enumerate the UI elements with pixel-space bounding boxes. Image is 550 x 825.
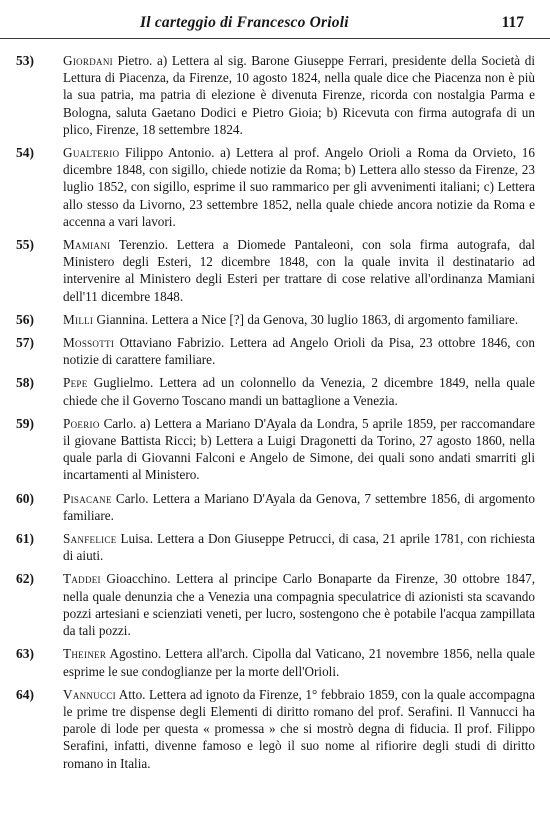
entry-text — [63, 311, 535, 328]
list-item — [0, 645, 550, 679]
list-item — [0, 311, 550, 328]
entry-name: Milli — [63, 311, 94, 327]
list-item — [0, 686, 550, 772]
entry-text — [63, 570, 535, 639]
entry-name: Sanfelice — [63, 531, 117, 547]
entry-body: Ottaviano Fabrizio. Lettera ad Angelo Orioli da Pisa, 23 ottobre 1846, con notizie di carattere familiare. — [63, 335, 535, 368]
entry-name: Mossotti — [63, 335, 115, 351]
entry-number: 57) — [16, 335, 34, 351]
entry-text — [63, 530, 535, 564]
entry-number: 55) — [16, 237, 34, 253]
entry-text — [63, 144, 535, 230]
entry-text — [63, 334, 535, 368]
entry-body: Gioacchino. Lettera al principe Carlo Bonaparte da Firenze, 30 ottobre 1847, nella quale denunzia che a Venezia una compagnia speculatrice di azionisti sta scavando pozzi artesiani e scienziati veneti, per lucro, sostengono che è potabile l'acqua zampillata da tali pozzi. — [63, 571, 535, 639]
entry-text — [63, 52, 535, 138]
entry-body: Carlo. Lettera a Mariano D'Ayala da Genova, 7 settembre 1856, di argomento familiare. — [63, 490, 535, 523]
entry-body: Carlo. a) Lettera a Mariano D'Ayala da Londra, 5 aprile 1859, per raccomandare il giovane Battista Ricci; b) Lettera a Luigi Dragonetti da Torino, 27 agosto 1860, nella quale parla di Giovanni Falconi e Angelo de Simone, dei quali sono andati smarriti gli incartamenti al Ministero. — [63, 415, 535, 483]
entry-number: 59) — [16, 415, 34, 431]
entry-name: Theiner — [63, 646, 107, 662]
entry-name: Giordani — [63, 53, 113, 68]
list-item — [0, 334, 550, 368]
entry-text — [63, 490, 535, 524]
entry-body: Pietro. a) Lettera al sig. Barone Giuseppe Ferrari, presidente della Società di Lettura di Piacenza, da Firenze, 10 agosto 1824, nella quale dice che Piacenza non è più la sua patria, ma patria di elezione è divenuta Firenze, ricorda con nostalgia Parma e Bologna, saluta Gaetano Dodici e Pietro Gioia; b) Ricevuta con firma autografa di un plico, Firenze, 18 settembre 1824. — [63, 53, 535, 137]
entry-number: 61) — [16, 531, 34, 547]
entry-number: 53) — [16, 53, 34, 68]
list-item — [0, 374, 550, 408]
entry-text — [63, 645, 535, 679]
list-item — [0, 52, 550, 138]
entry-body: Guglielmo. Lettera ad un colonnello da Venezia, 2 dicembre 1849, nella quale chiede che il Governo Toscano mandi un battaglione a Venezia. — [63, 375, 535, 408]
list-item — [0, 570, 550, 639]
header-rule — [0, 38, 550, 39]
entry-body: Giannina. Lettera a Nice [?] da Genova, 30 luglio 1863, di argomento familiare. — [93, 311, 519, 327]
entry-body: Atto. Lettera ad ignoto da Firenze, 1° febbraio 1859, con la quale accompagna le prime tre dispense degli Elementi di diritto romano del prof. Serafini. Il Vannucci ha parole di lode per questa « promessa » che si mostrò degna di fiducia. Il prof. Filippo Serafini, infatti, divenne famoso e legò il suo nome al rifiorire degli studi di diritto romano in Italia. — [63, 686, 535, 771]
entry-number: 64) — [16, 686, 34, 702]
entry-number: 58) — [16, 375, 34, 391]
entry-text — [63, 686, 535, 772]
entry-body: Agostino. Lettera all'arch. Cipolla dal Vaticano, 21 novembre 1856, nella quale esprime le sue condoglianze per la morte dell'Orioli. — [63, 646, 535, 679]
entry-text — [63, 415, 535, 484]
entry-number: 60) — [16, 490, 34, 506]
entry-name: Taddei — [63, 571, 101, 587]
entry-text — [63, 374, 535, 408]
running-title: Il carteggio di Francesco Orioli — [140, 14, 349, 31]
entry-name: Poerio — [63, 415, 100, 431]
entry-list — [0, 52, 550, 778]
entry-name: Pepe — [63, 375, 88, 391]
list-item — [0, 236, 550, 305]
entry-number: 56) — [16, 311, 34, 327]
page-number: 117 — [501, 14, 524, 31]
entry-number: 54) — [16, 145, 34, 161]
entry-body: Filippo Antonio. a) Lettera al prof. Angelo Orioli a Roma da Orvieto, 16 dicembre 1848, con sigillo, chiede notizie da Roma; b) Lettera allo stesso da Firenze, 23 luglio 1852, con sigillo, esprime il suo rammarico per gli avvenimenti italiani; c) Lettera allo stesso da Livorno, 23 settembre 1852, nella quale chiede ancora notizie da Roma e accenna a vari lavori. — [63, 145, 535, 229]
list-item — [0, 530, 550, 564]
entry-name: Pisacane — [63, 490, 112, 506]
list-item — [0, 144, 550, 230]
entry-name: Mamiani — [63, 237, 111, 253]
entry-name: Gualterio — [63, 145, 120, 161]
entry-text — [63, 236, 535, 305]
entry-number: 63) — [16, 646, 34, 662]
list-item — [0, 415, 550, 484]
list-item — [0, 490, 550, 524]
entry-number: 62) — [16, 571, 34, 587]
entry-body: Terenzio. Lettera a Diomede Pantaleoni, con sola firma autografa, dal Ministero degli Esteri, 12 dicembre 1848, con la quale invita il destinatario ad intervenire al Ministero degli Esteri per trattare di cose relative all'ordinanza Mamiani dell'11 dicembre 1848. — [63, 237, 535, 304]
entry-name: Vannucci — [63, 686, 116, 702]
entry-body: Luisa. Lettera a Don Giuseppe Petrucci, di casa, 21 aprile 1781, con richiesta di aiuti. — [63, 531, 535, 564]
